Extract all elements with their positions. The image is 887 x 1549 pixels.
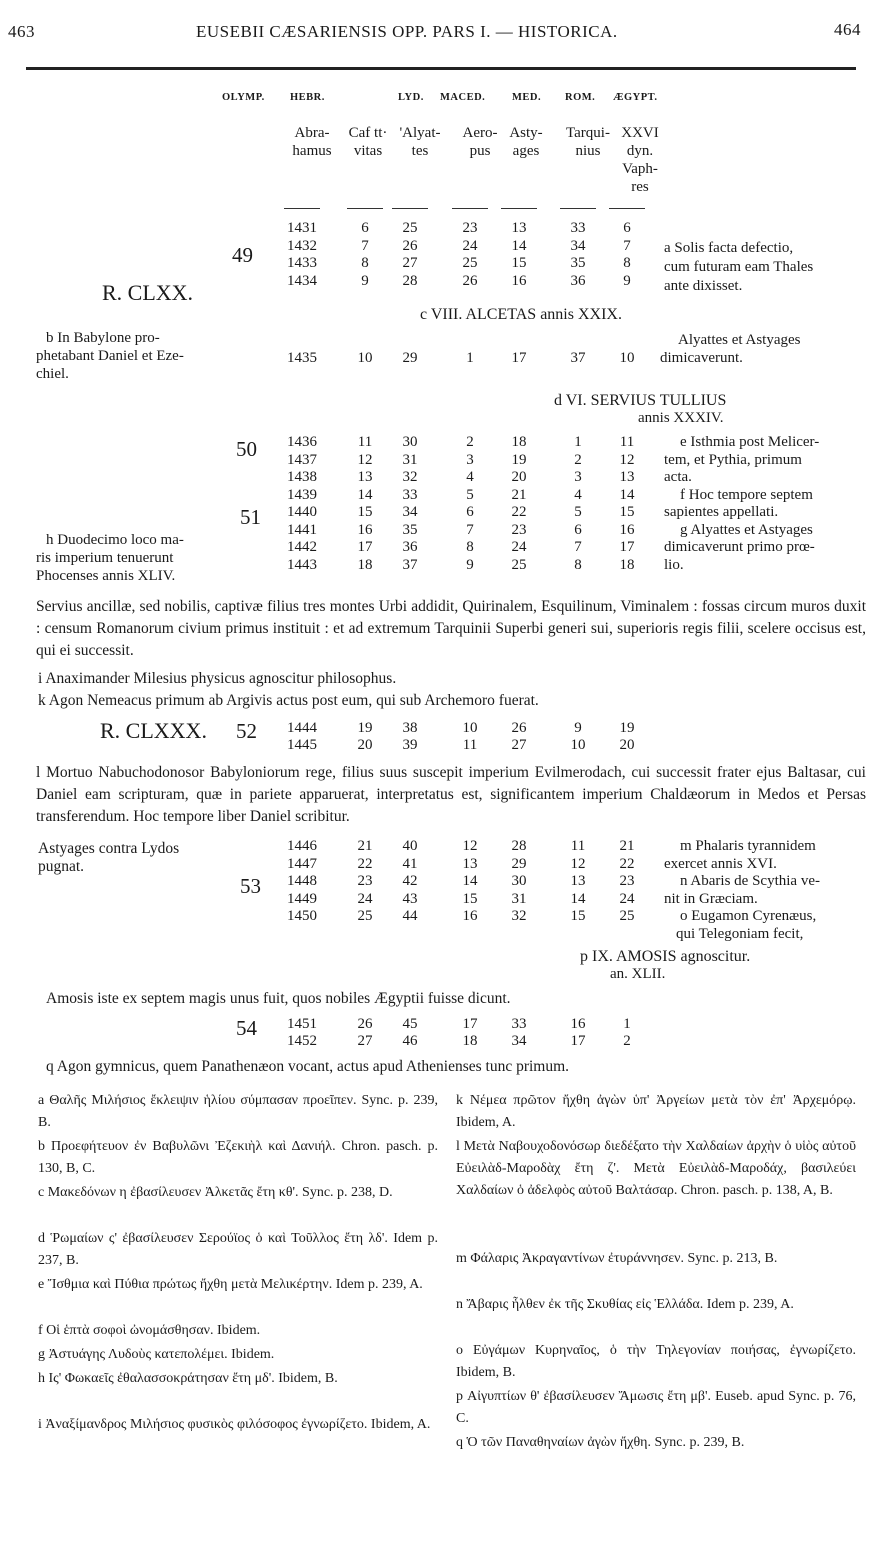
table-cell: 1436 [287, 434, 317, 450]
note-b-3: chiel. [36, 366, 69, 382]
table-cell: 43 [402, 890, 418, 907]
table-cell: 34 [511, 1033, 527, 1049]
table-cell: 9 [623, 272, 631, 289]
column-dash [392, 208, 428, 209]
footnote: f Οἱ ἑπτὰ σοφοὶ ὠνομάσθησαν. Ibidem. [38, 1323, 261, 1338]
table-cell: 36 [570, 272, 586, 289]
table-cell: 27 [511, 737, 527, 753]
page-number-left: 463 [8, 22, 35, 41]
footnote: n Ἄβαρις ἦλθεν ἐκ τῆς Σκυθίας εἰς Ἑλλάδα. Idem p. 239, A. [456, 1297, 794, 1312]
paragraph-amosis: Amosis iste ex septem magis unus fuit, quos nobiles Ægyptii fuisse dicunt. [46, 990, 511, 1007]
table-cell: 33 [570, 220, 586, 236]
table-cell: 30 [511, 873, 527, 889]
servius-line-2: annis XXXIV. [638, 410, 724, 426]
table-cell: 9 [466, 556, 474, 573]
table-cell: 8 [466, 539, 474, 555]
table-cell: 1445 [287, 737, 317, 753]
table-cell: 1441 [287, 521, 317, 538]
note-alyattes-2: dimicaverunt. [660, 350, 743, 366]
footnote: o Εὐγάμων Κυρηναῖος, ὁ τὴν Τηλεγονίαν ποιήσας, ἐγνωρίζετο. Ibidem, B. [456, 1343, 856, 1380]
table-cell: 11 [570, 838, 586, 854]
column-subheading: Vaph- [622, 161, 658, 177]
table-cell: 27 [357, 1033, 373, 1049]
table-cell: 7 [574, 539, 582, 555]
regnum-clxxx: R. CLXXX. [100, 718, 207, 743]
footnote: q Ὁ τῶν Παναθηναίων ἀγὼν ἤχθη. Sync. p. 239, B. [456, 1435, 745, 1450]
table-cell: 25 [462, 255, 478, 271]
table-cell: 18 [619, 556, 635, 573]
side-note-line: f Hoc tempore septem [680, 486, 813, 503]
table-cell: 1440 [287, 504, 317, 520]
page-number-right: 464 [834, 20, 861, 39]
footnote: a Θαλῆς Μιλήσιος ἔκλειψιν ἡλίου σύμπασαν προεῖπεν. Sync. p. 239, B. [38, 1093, 438, 1130]
table-cell: 14 [511, 237, 527, 254]
table-cell: 22 [357, 855, 373, 872]
column-heading: OLYMP. [222, 92, 265, 103]
footnote: d Ῥωμαίων ς' ἐβασίλευσεν Σερούϊος ὁ καὶ Τοῦλλος ἔτη λδ'. Idem p. 237, B. [38, 1231, 438, 1268]
footnote: k Νέμεα πρῶτον ἤχθη ἀγὼν ὑπ' Ἀργείων μετὰ τὸν ἐπ' Ἀρχεμόρῳ. Ibidem, A. [456, 1093, 856, 1130]
table-cell: 10 [462, 720, 478, 736]
table-cell: 35 [402, 521, 418, 538]
column-heading: MACED. [440, 92, 486, 103]
table-cell: 13 [462, 855, 478, 872]
table-cell: 1433 [287, 255, 317, 271]
column-subheading: vitas [353, 143, 383, 159]
column-heading: ROM. [565, 92, 596, 103]
side-note-line: tem, et Pythia, primum [664, 451, 802, 468]
table-cell: 1432 [287, 237, 317, 254]
table-cell: 1439 [287, 486, 317, 503]
table-cell: 22 [511, 504, 527, 520]
table-cell: 16 [619, 521, 635, 538]
table-cell: 8 [623, 255, 631, 271]
note-a-3: ante dixisset. [664, 278, 743, 294]
table-cell: 1431 [287, 220, 317, 236]
note-a-2: cum futuram eam Thales [664, 259, 814, 275]
side-note-line: qui Telegoniam fecit, [676, 925, 804, 942]
column-subheading: Abra- [294, 125, 330, 141]
side-note-line: lio. [664, 556, 684, 573]
note-h-2: ris imperium tenuerunt [36, 550, 174, 566]
table-cell: 26 [357, 1016, 373, 1032]
side-note-line: g Alyattes et Astyages [680, 521, 813, 538]
table-cell: 25 [619, 908, 635, 924]
table-cell: 1435 [287, 350, 317, 366]
footnote: e Ἴσθμια καὶ Πύθια πρώτως ἤχθη μετὰ Μελικέρτην. Idem p. 239, A. [38, 1277, 423, 1292]
table-cell: 1449 [287, 890, 317, 907]
note-h-1: h Duodecimo loco ma- [46, 532, 184, 548]
table-cell: 21 [357, 838, 373, 854]
note-astyages-2: pugnat. [38, 858, 85, 875]
table-cell: 16 [570, 1016, 586, 1032]
line-q: q Agon gymnicus, quem Panathenæon vocant, actus apud Athenienses tunc primum. [46, 1058, 570, 1075]
table-cell: 29 [511, 855, 527, 872]
table-cell: 34 [402, 504, 418, 520]
note-astyages-1: Astyages contra Lydos [38, 840, 180, 857]
table-cell: 33 [511, 1016, 527, 1032]
table-cell: 15 [462, 890, 478, 907]
table-cell: 10 [619, 350, 635, 366]
table-cell: 1443 [287, 556, 317, 573]
table-cell: 12 [462, 838, 478, 854]
footnote: h Ις' Φωκαεῖς ἐθαλασσοκράτησαν ἔτη μδ'. Ibidem, B. [38, 1371, 338, 1386]
table-cell: 41 [402, 855, 418, 872]
table-cell: 23 [619, 873, 635, 889]
footnote: p Αἰγυπτίων θ' ἐβασίλευσεν Ἄμωσις ἔτη μβ'. Euseb. apud Sync. p. 76, C. [456, 1389, 856, 1426]
table-cell: 24 [357, 890, 373, 907]
side-note-line: e Isthmia post Melicer- [680, 434, 820, 450]
table-cell: 30 [402, 434, 418, 450]
table-cell: 1451 [287, 1016, 317, 1032]
table-cell: 37 [402, 556, 418, 573]
note-alyattes-1: Alyattes et Astyages [678, 332, 801, 348]
alcetas-line: c VIII. ALCETAS annis XXIX. [420, 306, 622, 323]
table-cell: 17 [357, 539, 373, 555]
table-cell: 32 [511, 908, 527, 924]
column-dash [501, 208, 537, 209]
side-note-line: exercet annis XVI. [664, 855, 777, 872]
column-subheading: nius [575, 143, 601, 159]
table-cell: 1 [574, 434, 582, 450]
table-cell: 16 [462, 908, 478, 924]
column-dash [347, 208, 383, 209]
column-subheading: Asty- [509, 125, 543, 141]
column-dash [284, 208, 320, 209]
table-cell: 6 [574, 521, 582, 538]
footnote: l Μετὰ Ναβουχοδονόσωρ διεδέξατο τὴν Χαλδαίων ἀρχὴν ὁ υἱὸς αὐτοῦ Εὐειλὰδ-Μαροδὰχ ἔτη ζ'. Μετὰ Εὐειλὰδ-Μαροδάχ, βασιλεύει Χαλδαίων ὁ ἀδελφὸς αὐτοῦ Βαλτάσαρ. Chron. pasch. p. 138, A, B. [456, 1139, 856, 1198]
table-cell: 7 [466, 521, 474, 538]
line-k: k Agon Nemeacus primum ab Argivis actus post eum, qui sub Archemoro fuerat. [38, 692, 539, 709]
table-cell: 38 [402, 720, 418, 736]
footnote: m Φάλαρις Ἀκραγαντίνων ἐτυράννησεν. Sync. p. 213, B. [456, 1251, 778, 1266]
olympiad-50: 50 [236, 437, 257, 461]
column-subheading: pus [469, 143, 491, 159]
footnote: c Μακεδόνων η ἐβασίλευσεν Ἀλκετᾶς ἔτη κθ'. Sync. p. 238, D. [38, 1185, 393, 1200]
table-cell: 1444 [287, 720, 317, 736]
table-cell: 1448 [287, 873, 317, 889]
table-cell: 31 [511, 890, 527, 907]
side-note-line: n Abaris de Scythia ve- [680, 873, 820, 889]
table-cell: 32 [402, 469, 418, 485]
table-cell: 7 [361, 237, 369, 254]
table-cell: 17 [570, 1033, 586, 1049]
servius-line-1: d VI. SERVIUS TULLIUS [554, 392, 727, 409]
table-cell: 26 [402, 237, 418, 254]
column-dash [452, 208, 488, 209]
line-i: i Anaximander Milesius physicus agnoscitur philosophus. [38, 670, 397, 687]
table-cell: 33 [402, 486, 418, 503]
column-subheading: Tarqui- [566, 125, 610, 141]
table-cell: 1442 [287, 539, 317, 555]
column-subheading: ages [512, 143, 540, 159]
column-dash [560, 208, 596, 209]
table-cell: 4 [466, 469, 474, 485]
table-cell: 15 [511, 255, 527, 271]
table-cell: 1452 [287, 1033, 317, 1049]
table-cell: 8 [361, 255, 369, 271]
table-cell: 9 [361, 272, 369, 289]
table-cell: 3 [466, 451, 474, 468]
table-cell: 12 [357, 451, 373, 468]
table-cell: 2 [623, 1033, 631, 1049]
table-cell: 19 [357, 720, 373, 736]
table-cell: 17 [619, 539, 635, 555]
table-cell: 13 [619, 469, 635, 485]
table-cell: 1446 [287, 838, 317, 854]
column-subheading: hamus [292, 143, 332, 159]
table-cell: 34 [570, 237, 586, 254]
table-cell: 1 [623, 1016, 631, 1032]
table-cell: 2 [574, 451, 582, 468]
table-cell: 21 [619, 838, 635, 854]
table-cell: 36 [402, 539, 418, 555]
table-cell: 25 [402, 220, 418, 236]
table-cell: 24 [462, 237, 478, 254]
column-subheading: tes [411, 143, 429, 159]
table-cell: 39 [402, 737, 418, 753]
table-cell: 23 [462, 220, 478, 236]
table-cell: 25 [511, 556, 527, 573]
table-cell: 21 [511, 486, 527, 503]
table-cell: 18 [462, 1033, 478, 1049]
note-b-1: b In Babylone pro- [46, 330, 160, 346]
footnote: i Ἀναξίμανδρος Μιλήσιος φυσικὸς φιλόσοφος ἐγνωρίζετο. Ibidem, A. [38, 1417, 431, 1432]
column-subheading: Aero- [462, 125, 498, 141]
table-cell: 12 [619, 451, 635, 468]
table-cell: 25 [357, 908, 373, 924]
table-cell: 31 [402, 451, 418, 468]
table-cell: 40 [402, 838, 418, 854]
table-cell: 24 [619, 890, 635, 907]
table-cell: 8 [574, 556, 582, 573]
table-cell: 45 [402, 1016, 418, 1032]
side-note-line: nit in Græciam. [664, 890, 758, 907]
side-note-line: sapientes appellati. [664, 504, 779, 520]
table-cell: 18 [357, 556, 373, 573]
table-cell: 23 [357, 873, 373, 889]
table-cell: 24 [511, 539, 527, 555]
column-dash [609, 208, 645, 209]
olympiad-51: 51 [240, 505, 261, 529]
table-cell: 23 [511, 521, 527, 538]
table-cell: 17 [511, 350, 527, 366]
olympiad-54: 54 [236, 1016, 257, 1040]
column-heading: LYD. [398, 92, 424, 103]
table-cell: 12 [570, 855, 586, 872]
amosis-line-1: p IX. AMOSIS agnoscitur. [580, 948, 751, 965]
table-cell: 1447 [287, 855, 317, 872]
column-subheading: Caf tt· [348, 125, 388, 141]
note-h-3: Phocenses annis XLIV. [36, 568, 176, 584]
table-cell: 11 [619, 434, 635, 450]
table-cell: 6 [466, 504, 474, 520]
table-cell: 16 [511, 272, 527, 289]
column-subheading: dyn. [626, 143, 654, 159]
header-rule [26, 67, 856, 70]
side-note-line: dimicaverunt primo prœ- [664, 539, 815, 555]
table-cell: 44 [402, 908, 418, 924]
table-cell: 5 [466, 486, 474, 503]
table-cell: 15 [357, 504, 373, 520]
table-cell: 20 [619, 737, 635, 753]
footnote: g Ἀστυάγης Λυδοὺς κατεπολέμει. Ibidem. [38, 1347, 275, 1362]
column-subheading: XXVI [621, 125, 659, 141]
column-subheading: 'Alyat- [399, 125, 441, 141]
olympiad-53: 53 [240, 874, 261, 898]
side-note-line: acta. [664, 469, 692, 485]
table-cell: 42 [402, 873, 418, 889]
table-cell: 26 [462, 272, 478, 289]
footnote: b Προεφήτευον ἐν Βαβυλῶνι Ἐζεκιὴλ καὶ Δανιήλ. Chron. pasch. p. 130, B, C. [38, 1139, 438, 1176]
running-title: EUSEBII CÆSARIENSIS OPP. PARS I. — HISTORICA. [196, 22, 618, 41]
table-cell: 27 [402, 255, 418, 271]
column-heading: MED. [512, 92, 542, 103]
note-b-2: phetabant Daniel et Eze- [36, 348, 184, 364]
table-cell: 14 [462, 873, 478, 889]
table-cell: 1437 [287, 451, 317, 468]
table-cell: 37 [570, 350, 586, 366]
table-cell: 18 [511, 434, 527, 450]
paragraph-nabuchodonosor: l Mortuo Nabuchodonosor Babyloniorum rege, filius suus suscepit imperium Evilmerodach, cui successit frater ejus Baltasar, cui Daniel eam scripturam, quæ in pariete apparuerat, interpretatus est, significantem imperium Chaldæorum in Medos et Persas transferendum. Hoc tempore liber Daniel scribitur. [36, 764, 866, 825]
table-cell: 15 [570, 908, 586, 924]
table-cell: 7 [623, 237, 631, 254]
table-cell: 5 [574, 504, 582, 520]
table-cell: 35 [570, 255, 586, 271]
column-heading: ÆGYPT. [613, 92, 658, 103]
table-cell: 15 [619, 504, 635, 520]
table-cell: 13 [357, 469, 373, 485]
olympiad-52: 52 [236, 719, 257, 743]
regnum-clxx: R. CLXX. [102, 280, 194, 305]
table-cell: 11 [357, 434, 373, 450]
table-cell: 13 [570, 873, 586, 889]
table-cell: 14 [357, 486, 373, 503]
table-cell: 13 [511, 220, 527, 236]
table-cell: 22 [619, 855, 635, 872]
table-cell: 3 [574, 469, 582, 485]
table-cell: 17 [462, 1016, 478, 1032]
table-cell: 28 [511, 838, 527, 854]
table-cell: 6 [623, 220, 631, 236]
table-cell: 29 [402, 350, 418, 366]
table-cell: 1438 [287, 469, 317, 485]
table-cell: 11 [462, 737, 478, 753]
olympiad-49: 49 [232, 243, 253, 267]
table-cell: 16 [357, 521, 373, 538]
column-subheading: res [631, 179, 649, 195]
note-a-1: a Solis facta defectio, [664, 240, 794, 256]
table-cell: 9 [574, 720, 582, 736]
table-cell: 20 [357, 737, 373, 753]
table-cell: 46 [402, 1033, 418, 1049]
table-cell: 14 [619, 486, 635, 503]
table-cell: 10 [357, 350, 373, 366]
amosis-line-2: an. XLII. [610, 966, 666, 982]
side-note-line: m Phalaris tyrannidem [680, 838, 816, 854]
table-cell: 4 [574, 486, 582, 503]
paragraph-servius: Servius ancillæ, sed nobilis, captivæ filius tres montes Urbi addidit, Quirinalem, Esquilinum, Viminalem : fossas circum muros duxit : censum Romanorum civium primus instituit : et ad extremum Tarquinii Superbi generi sui, superioris regis filii, scelere occisus est, qui ei successit. [36, 598, 866, 659]
column-heading: HEBR. [290, 92, 325, 103]
table-cell: 19 [511, 451, 527, 468]
table-cell: 1450 [287, 908, 317, 924]
side-note-line: o Eugamon Cyrenæus, [680, 908, 817, 924]
table-cell: 14 [570, 890, 586, 907]
table-cell: 10 [570, 737, 586, 753]
table-cell: 20 [511, 469, 527, 485]
table-cell: 6 [361, 220, 369, 236]
table-cell: 26 [511, 720, 527, 736]
table-cell: 1 [466, 350, 474, 366]
table-cell: 28 [402, 272, 418, 289]
table-cell: 2 [466, 434, 474, 450]
table-cell: 19 [619, 720, 635, 736]
table-cell: 1434 [287, 272, 317, 289]
